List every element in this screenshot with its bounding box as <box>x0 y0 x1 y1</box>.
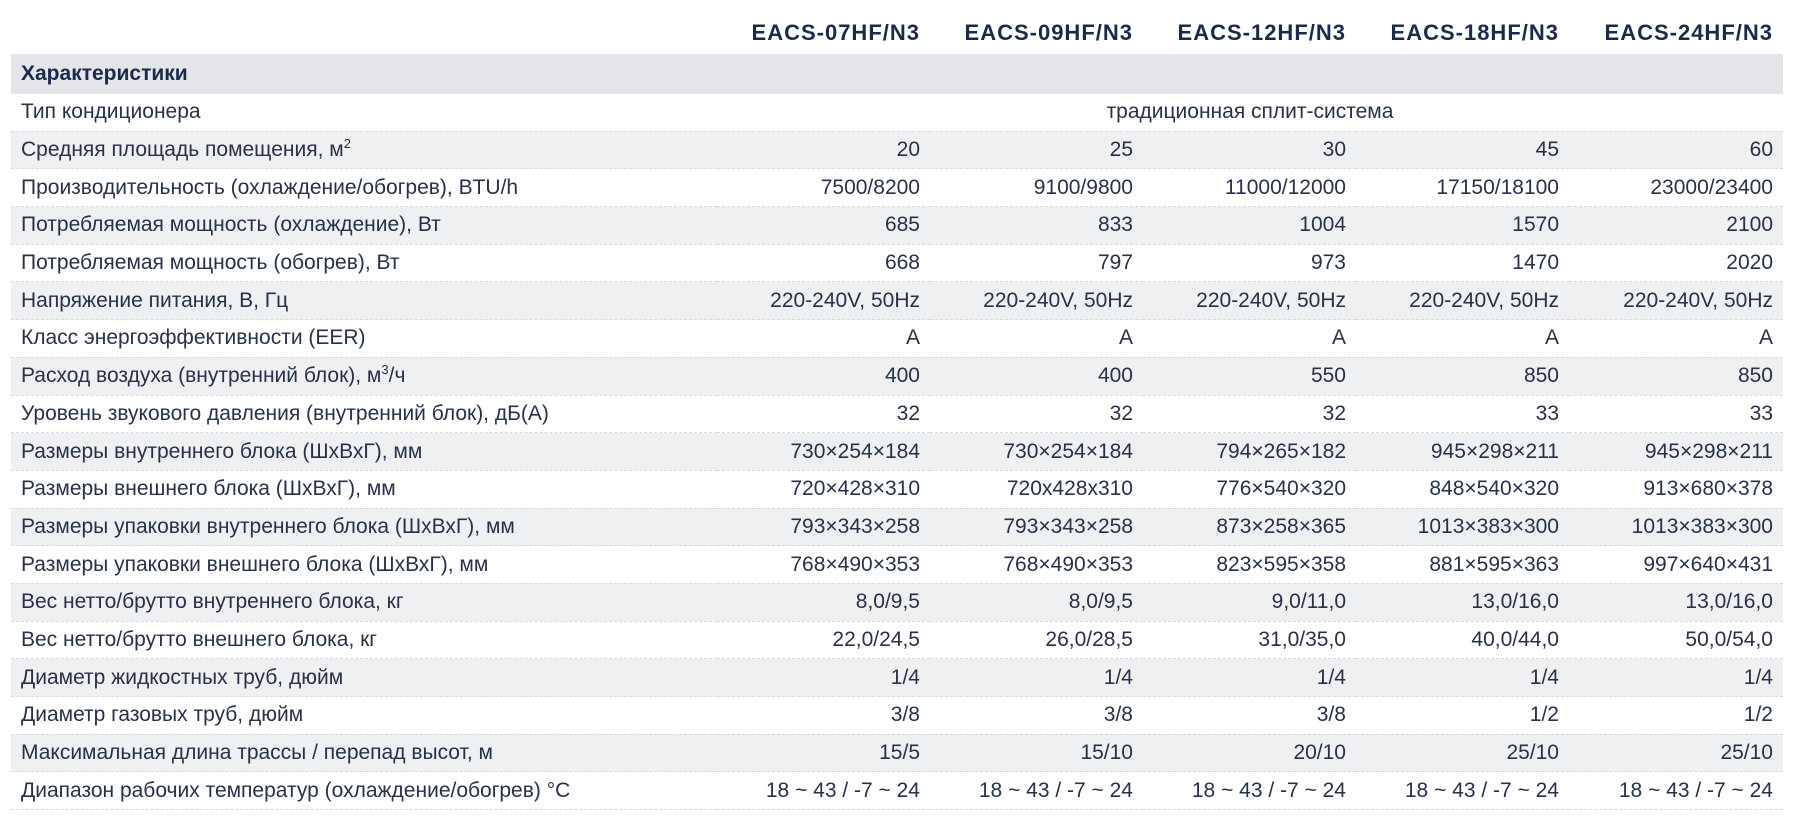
table-cell: 18 ~ 43 / -7 ~ 24 <box>1143 772 1356 810</box>
parameter-label-text: Размеры упаковки внутреннего блока (ШхВхГ), мм <box>21 514 515 538</box>
table-cell: 685 <box>717 207 930 245</box>
table-row <box>11 169 1783 207</box>
parameter-label <box>11 357 717 395</box>
table-cell: 32 <box>717 395 930 433</box>
table-row <box>11 94 1783 131</box>
parameter-label-text: Размеры внутреннего блока (ШхВхГ), мм <box>21 439 423 463</box>
table-cell: 11000/12000 <box>1143 169 1356 207</box>
model-header-row <box>11 12 1783 54</box>
table-cell: 25/10 <box>1356 734 1569 772</box>
table-cell: 50,0/54,0 <box>1569 621 1783 659</box>
parameter-label <box>11 583 717 621</box>
parameter-label <box>11 207 717 245</box>
table-cell: A <box>1143 320 1356 358</box>
table-cell: 550 <box>1143 357 1356 395</box>
table-row <box>11 395 1783 433</box>
parameter-label-text: Диаметр жидкостных труб, дюйм <box>21 665 344 689</box>
table-cell: 668 <box>717 244 930 282</box>
parameter-label-text: Уровень звукового давления (внутренний блок), дБ(А) <box>21 401 549 425</box>
table-row <box>11 734 1783 772</box>
table-cell: 1/4 <box>1356 659 1569 697</box>
table-cell: 881×595×363 <box>1356 546 1569 584</box>
table-row <box>11 282 1783 320</box>
table-row <box>11 621 1783 659</box>
conditioner-type-value: традиционная сплит-система <box>717 94 1783 131</box>
table-cell: 220-240V, 50Hz <box>930 282 1143 320</box>
table-cell: 793×343×258 <box>717 508 930 546</box>
table-cell: 26,0/28,5 <box>930 621 1143 659</box>
table-row <box>11 320 1783 358</box>
model-name: EACS-09HF/N3 <box>964 20 1133 45</box>
unit-suffix: /ч <box>388 364 406 388</box>
table-cell: 18 ~ 43 / -7 ~ 24 <box>1569 772 1783 810</box>
parameter-label-text: Диапазон рабочих температур (охлаждение/обогрев) °С <box>21 778 571 802</box>
table-cell: 833 <box>930 207 1143 245</box>
section-title: Характеристики <box>11 54 1783 94</box>
parameter-label: Тип кондиционера <box>11 94 717 131</box>
parameter-label-text: Вес нетто/брутто внутреннего блока, кг <box>21 590 404 614</box>
table-cell: 797 <box>930 244 1143 282</box>
parameter-label-text: Размеры упаковки внешнего блока (ШхВхГ), мм <box>21 552 489 576</box>
parameter-label <box>11 433 717 471</box>
table-cell: 1013×383×300 <box>1569 508 1783 546</box>
parameter-label-text: Потребляемая мощность (охлаждение), Вт <box>21 213 441 237</box>
table-row <box>11 508 1783 546</box>
parameter-label <box>11 131 717 169</box>
table-row <box>11 470 1783 508</box>
table-cell: 15/5 <box>717 734 930 772</box>
table-cell: 873×258×365 <box>1143 508 1356 546</box>
parameter-label-text: Класс энергоэффективности (EER) <box>21 326 366 350</box>
table-cell: 7500/8200 <box>717 169 930 207</box>
table-cell: 220-240V, 50Hz <box>1356 282 1569 320</box>
table-cell: 720x428x310 <box>930 470 1143 508</box>
parameter-label <box>11 772 717 810</box>
table-cell: 1013×383×300 <box>1356 508 1569 546</box>
table-cell: 945×298×211 <box>1356 433 1569 471</box>
table-cell: 730×254×184 <box>717 433 930 471</box>
table-row <box>11 546 1783 584</box>
table-row <box>11 357 1783 395</box>
table-cell: 973 <box>1143 244 1356 282</box>
table-row <box>11 207 1783 245</box>
table-cell: 730×254×184 <box>930 433 1143 471</box>
parameter-label-text: Вес нетто/брутто внешнего блока, кг <box>21 627 377 651</box>
table-cell: 850 <box>1356 357 1569 395</box>
table-cell: 823×595×358 <box>1143 546 1356 584</box>
table-cell: 32 <box>1143 395 1356 433</box>
table-cell: 794×265×182 <box>1143 433 1356 471</box>
table-cell: 23000/23400 <box>1569 169 1783 207</box>
parameter-label <box>11 659 717 697</box>
table-cell: 997×640×431 <box>1569 546 1783 584</box>
table-cell: 18 ~ 43 / -7 ~ 24 <box>930 772 1143 810</box>
table-cell: 18 ~ 43 / -7 ~ 24 <box>717 772 930 810</box>
parameter-label <box>11 395 717 433</box>
parameter-label <box>11 546 717 584</box>
table-cell: 3/8 <box>1143 697 1356 735</box>
table-cell: 8,0/9,5 <box>717 583 930 621</box>
table-cell: 33 <box>1356 395 1569 433</box>
parameter-label <box>11 244 717 282</box>
table-cell: 18 ~ 43 / -7 ~ 24 <box>1356 772 1569 810</box>
table-cell: 768×490×353 <box>717 546 930 584</box>
parameter-label-text: Размеры внешнего блока (ШхВхГ), мм <box>21 477 396 501</box>
table-cell: 31,0/35,0 <box>1143 621 1356 659</box>
parameter-label-text: Максимальная длина трассы / перепад высот, м <box>21 741 493 765</box>
parameter-label <box>11 320 717 358</box>
table-cell: 850 <box>1569 357 1783 395</box>
model-name: EACS-24HF/N3 <box>1604 20 1773 45</box>
specifications-table <box>11 12 1783 810</box>
table-cell: 22,0/24,5 <box>717 621 930 659</box>
table-row <box>11 244 1783 282</box>
table-cell: 40,0/44,0 <box>1356 621 1569 659</box>
table-cell: 1470 <box>1356 244 1569 282</box>
table-cell: 220-240V, 50Hz <box>1569 282 1783 320</box>
parameter-label-text: Диаметр газовых труб, дюйм <box>21 703 304 727</box>
table-cell: 400 <box>717 357 930 395</box>
table-cell: 1/4 <box>1569 659 1783 697</box>
table-cell: 776×540×320 <box>1143 470 1356 508</box>
table-cell: 30 <box>1143 131 1356 169</box>
parameter-label <box>11 169 717 207</box>
model-name: EACS-18HF/N3 <box>1390 20 1559 45</box>
table-cell: 945×298×211 <box>1569 433 1783 471</box>
table-cell: 1/2 <box>1569 697 1783 735</box>
table-cell: 720×428×310 <box>717 470 930 508</box>
section-header-row <box>11 54 1783 94</box>
table-cell: 400 <box>930 357 1143 395</box>
table-row <box>11 659 1783 697</box>
table-cell: 25/10 <box>1569 734 1783 772</box>
table-cell: 1/4 <box>717 659 930 697</box>
table-cell: 1/4 <box>930 659 1143 697</box>
table-cell: 848×540×320 <box>1356 470 1569 508</box>
table-cell: 1004 <box>1143 207 1356 245</box>
table-row <box>11 772 1783 810</box>
parameter-label-text: Напряжение питания, В, Гц <box>21 288 289 312</box>
table-cell: 8,0/9,5 <box>930 583 1143 621</box>
parameter-label <box>11 697 717 735</box>
table-cell: A <box>1356 320 1569 358</box>
model-name: EACS-12HF/N3 <box>1177 20 1346 45</box>
table-cell: 13,0/16,0 <box>1569 583 1783 621</box>
table-cell: 913×680×378 <box>1569 470 1783 508</box>
parameter-label <box>11 508 717 546</box>
table-cell: 220-240V, 50Hz <box>717 282 930 320</box>
table-cell: 768×490×353 <box>930 546 1143 584</box>
table-cell: 32 <box>930 395 1143 433</box>
table-cell: 1570 <box>1356 207 1569 245</box>
parameter-label-text: Расход воздуха (внутренний блок), м <box>21 364 382 388</box>
parameter-label <box>11 470 717 508</box>
table-cell: 9100/9800 <box>930 169 1143 207</box>
unit-superscript: 3 <box>381 362 389 378</box>
table-cell: 20 <box>717 131 930 169</box>
parameter-label <box>11 621 717 659</box>
parameter-label <box>11 734 717 772</box>
table-cell: 2100 <box>1569 207 1783 245</box>
header-empty-cell <box>11 12 717 54</box>
table-cell: 220-240V, 50Hz <box>1143 282 1356 320</box>
parameter-label <box>11 282 717 320</box>
parameter-label-text: Средняя площадь помещения, м <box>21 138 344 162</box>
table-cell: 2020 <box>1569 244 1783 282</box>
table-cell: 1/2 <box>1356 697 1569 735</box>
unit-superscript: 2 <box>343 136 351 152</box>
table-cell: 20/10 <box>1143 734 1356 772</box>
table-cell: 60 <box>1569 131 1783 169</box>
table-cell: 45 <box>1356 131 1569 169</box>
parameter-label-text: Производительность (охлаждение/обогрев), BTU/h <box>21 175 519 199</box>
table-row <box>11 583 1783 621</box>
table-cell: 1/4 <box>1143 659 1356 697</box>
table-cell: 9,0/11,0 <box>1143 583 1356 621</box>
table-cell: 17150/18100 <box>1356 169 1569 207</box>
table-row <box>11 697 1783 735</box>
parameter-label-text: Потребляемая мощность (обогрев), Вт <box>21 251 400 275</box>
table-cell: A <box>1569 320 1783 358</box>
table-cell: 25 <box>930 131 1143 169</box>
table-cell: A <box>930 320 1143 358</box>
table-cell: 15/10 <box>930 734 1143 772</box>
table-cell: 13,0/16,0 <box>1356 583 1569 621</box>
table-row <box>11 433 1783 471</box>
table-cell: 793×343×258 <box>930 508 1143 546</box>
table-cell: A <box>717 320 930 358</box>
model-name: EACS-07HF/N3 <box>751 20 920 45</box>
table-cell: 3/8 <box>930 697 1143 735</box>
table-cell: 33 <box>1569 395 1783 433</box>
table-row <box>11 131 1783 169</box>
table-cell: 3/8 <box>717 697 930 735</box>
